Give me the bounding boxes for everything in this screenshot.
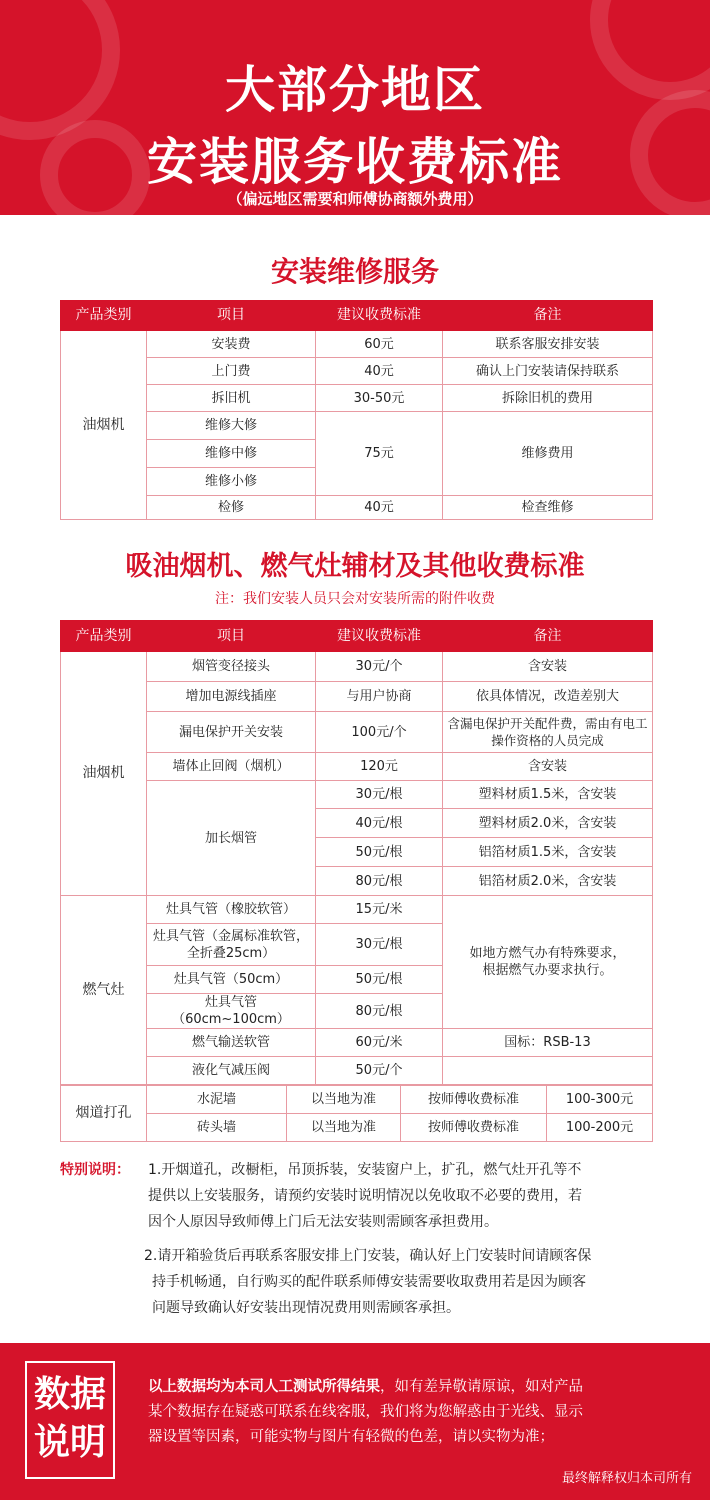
page-title-line2: 安装服务收费标准 [147,133,563,191]
note-cell: 国标：RSB-13 [443,1029,653,1057]
col-header: 备注 [443,301,653,331]
note-line: 因个人原因导致师傅上门后无法安装则需顾客承担费用。 [148,1214,498,1230]
note-cell: 依具体情况，改造差别大 [443,682,653,712]
item-cell: 漏电保护开关安装 [147,712,316,753]
header-banner [0,0,710,215]
table-row [61,896,653,924]
disclaimer-bold: 以上数据均为本司人工测试所得结果 [148,1379,380,1395]
section-note: 注：我们安装人员只会对安装所需的附件收费 [215,591,495,607]
note-line: 提供以上安装服务，请预约安装时说明情况以免收取不必要的费用，若 [148,1188,582,1204]
category-cell: 油烟机 [61,652,147,896]
table-row [61,753,653,781]
disclaimer-rest: ，如有差异敬请原谅，如对产品 [380,1379,583,1395]
note-line: 1.开烟道孔，改橱柜，吊顶拆装，安装窗户上，扩孔，燃气灶开孔等不 [148,1162,582,1178]
table-row [61,1114,653,1142]
note-cell: 检查维修 [443,496,653,520]
note-line: 持手机畅通，自行购买的配件联系师傅安装需要收取费用若是因为顾客 [152,1274,586,1290]
price-cell: 100元/个 [316,712,443,753]
item-cell: 灶具气管（50cm） [147,966,316,994]
price-cell: 30元/个 [316,652,443,682]
item-cell: 墙体止回阀（烟机） [147,753,316,781]
note-line: 2.请开箱验货后再联系客服安排上门安装，确认好上门安装时间请顾客保 [144,1248,592,1264]
note-cell: 联系客服安排安装 [443,331,653,358]
page-title-line1: 大部分地区 [225,61,485,119]
basis-cell: 以当地为准 [287,1086,401,1114]
item-cell: 灶具气管（60cm~100cm） [147,994,316,1029]
price-cell: 50元/根 [316,966,443,994]
price-cell: 40元/根 [316,809,443,838]
disclaimer-line [148,1375,688,1400]
special-label: 特别说明： [60,1162,130,1178]
table-row [61,496,653,520]
table-row [61,652,653,682]
wall-cell: 砖头墙 [147,1114,287,1142]
note-cell: 铝箔材质1.5米，含安装 [443,838,653,867]
flue-drilling-table [60,1085,653,1142]
col-header: 建议收费标准 [316,621,443,652]
price-cell: 30元/根 [316,781,443,809]
price-cell: 120元 [316,753,443,781]
price-cell: 50元/根 [316,838,443,867]
col-header: 产品类别 [61,301,147,331]
install-repair-table [60,300,653,520]
note-cell: 铝箔材质2.0米，含安装 [443,867,653,896]
price-cell: 80元/根 [316,867,443,896]
note-cell: 含漏电保护开关配件费，需由有电工操作资格的人员完成 [443,712,653,753]
wall-cell: 水泥墙 [147,1086,287,1114]
note-cell: 确认上门安装请保持联系 [443,358,653,385]
table-row [61,1086,653,1114]
table-row [61,1057,653,1085]
item-cell: 维修小修 [147,468,316,496]
basis-cell: 以当地为准 [287,1114,401,1142]
item-cell: 灶具气管（橡胶软管） [147,896,316,924]
item-cell: 液化气减压阀 [147,1057,316,1085]
price-cell: 与用户协商 [316,682,443,712]
note-cell [443,1057,653,1085]
item-cell: 检修 [147,496,316,520]
table-row [61,781,653,809]
note-cell: 如地方燃气办有特殊要求，根据燃气办要求执行。 [443,896,653,1029]
note-line: 问题导致确认好安装出现情况费用则需顾客承担。 [152,1300,460,1316]
table-row [61,412,653,440]
category-cell: 燃气灶 [61,896,147,1085]
category-cell: 烟道打孔 [61,1086,147,1142]
category-cell: 油烟机 [61,331,147,520]
note-cell: 维修费用 [443,412,653,496]
accessories-table [60,620,653,1085]
price-cell: 15元/米 [316,896,443,924]
col-header: 项目 [147,621,316,652]
item-cell: 加长烟管 [147,781,316,896]
section-title-install: 安装维修服务 [270,255,439,288]
section-title-accessories: 吸油烟机、燃气灶辅材及其他收费标准 [125,551,585,582]
note-cell: 含安装 [443,652,653,682]
note-cell: 塑料材质1.5米，含安装 [443,781,653,809]
price-cell: 40元 [316,358,443,385]
table-row [61,712,653,753]
price-cell: 50元/个 [316,1057,443,1085]
footer-banner [0,1343,710,1500]
item-cell: 增加电源线插座 [147,682,316,712]
standard-cell: 按师傅收费标准 [401,1114,547,1142]
col-header: 建议收费标准 [316,301,443,331]
disclaimer-text [148,1375,688,1450]
price-cell: 75元 [316,412,443,496]
item-cell: 烟管变径接头 [147,652,316,682]
price-cell: 60元/米 [316,1029,443,1057]
table-row [61,331,653,358]
data-note-box [25,1361,115,1479]
rights-note: 最终解释权归本司所有 [561,1471,692,1486]
note-cell: 拆除旧机的费用 [443,385,653,412]
table-row [61,1029,653,1057]
table-row [61,358,653,385]
table-header-row [61,621,653,652]
note-cell: 含安装 [443,753,653,781]
price-cell: 100-300元 [547,1086,653,1114]
price-cell: 60元 [316,331,443,358]
price-cell: 40元 [316,496,443,520]
price-cell: 30元/根 [316,924,443,966]
box-line: 数据 [33,1374,106,1415]
col-header: 项目 [147,301,316,331]
table-row [61,385,653,412]
price-cell: 80元/根 [316,994,443,1029]
item-cell: 灶具气管（金属标准软管，全折叠25cm） [147,924,316,966]
disclaimer-line: 某个数据存在疑惑可联系在线客服，我们将为您解惑由于光线、显示 [148,1404,583,1420]
item-cell: 维修大修 [147,412,316,440]
page-subtitle: （偏远地区需要和师傅协商额外费用） [227,190,483,208]
table-header-row [61,301,653,331]
col-header: 备注 [443,621,653,652]
col-header: 产品类别 [61,621,147,652]
item-cell: 拆旧机 [147,385,316,412]
item-cell: 上门费 [147,358,316,385]
item-cell: 维修中修 [147,440,316,468]
box-line: 说明 [33,1422,106,1463]
note-cell: 塑料材质2.0米，含安装 [443,809,653,838]
table-row [61,682,653,712]
item-cell: 燃气输送软管 [147,1029,316,1057]
standard-cell: 按师傅收费标准 [401,1086,547,1114]
item-cell: 安装费 [147,331,316,358]
disclaimer-line: 器设置等因素，可能实物与图片有轻微的色差，请以实物为准； [148,1429,554,1445]
price-cell: 100-200元 [547,1114,653,1142]
price-cell: 30-50元 [316,385,443,412]
